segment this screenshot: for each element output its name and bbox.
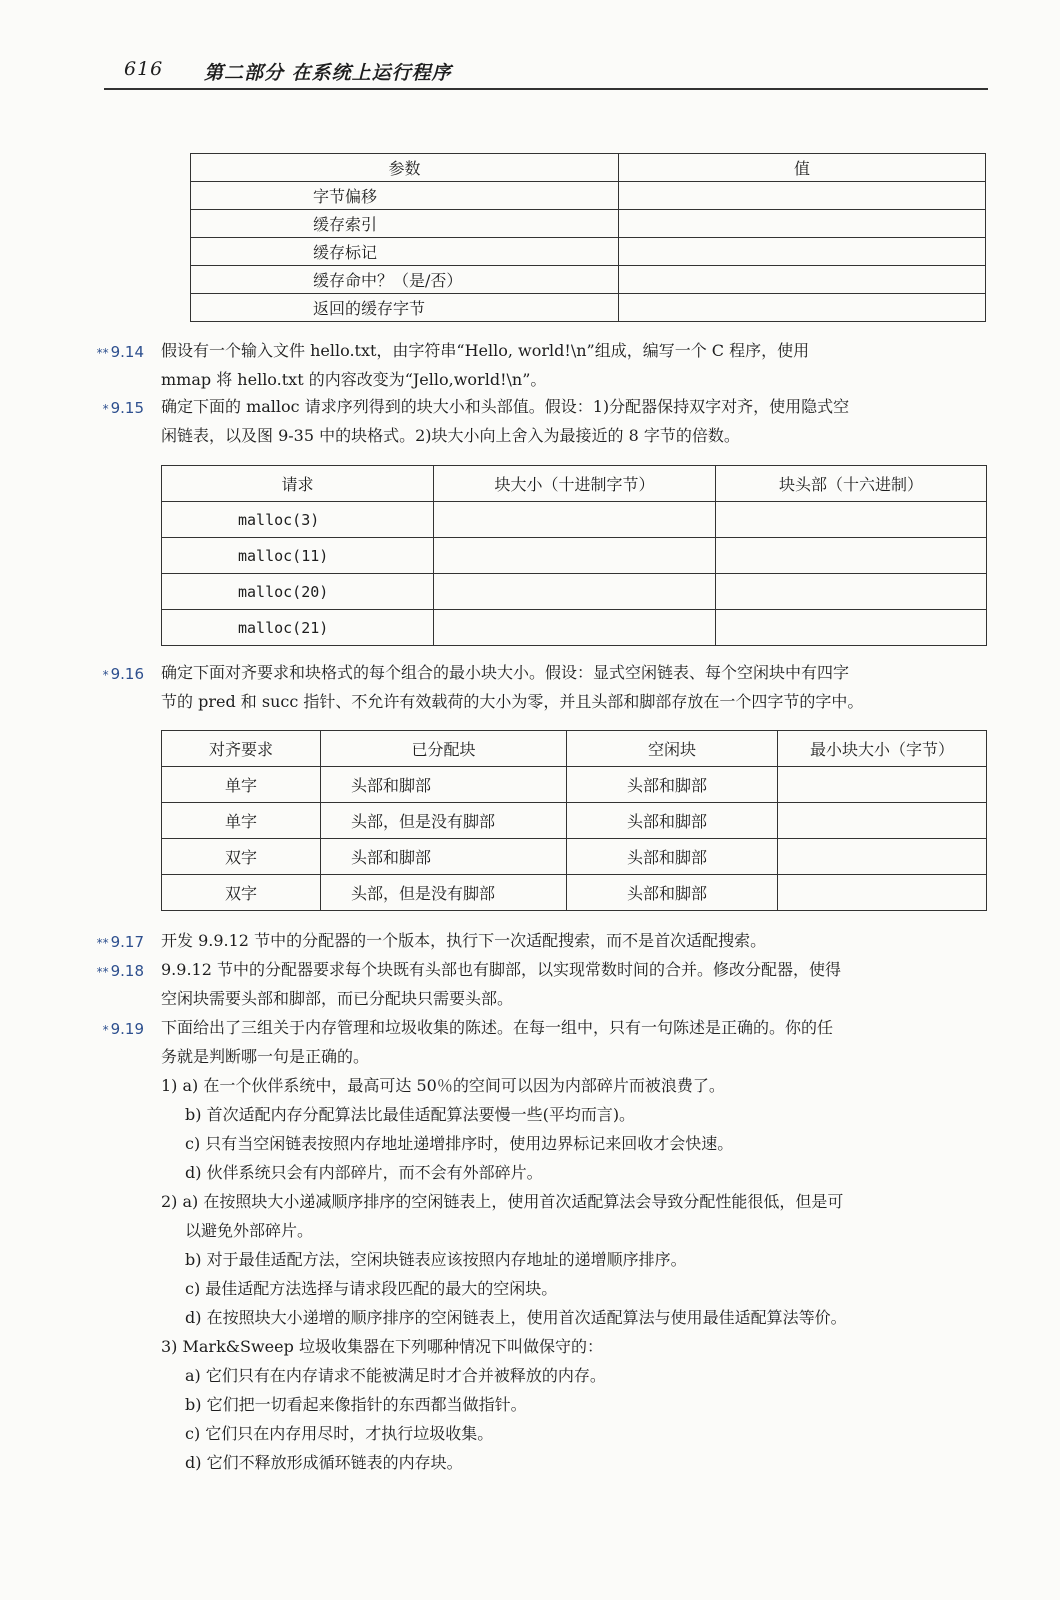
min-block-size-table (161, 730, 987, 911)
exercise-text: 9.9.12 节中的分配器要求每个块既有头部也有脚部，以实现常数时间的合并。修改分配器，使得 (161, 960, 841, 979)
table-row (162, 610, 987, 646)
page-number: 616 (124, 58, 164, 80)
exercise-number: * 9.16 (102, 665, 144, 683)
table-cell: 头部，但是没有脚部 (321, 875, 567, 911)
table-cell: malloc(3) (162, 502, 434, 538)
table-header: 块头部（十六进制） (716, 466, 987, 502)
table-cell: malloc(20) (162, 574, 434, 610)
table-row (191, 266, 986, 294)
exercise-text: mmap 将 hello.txt 的内容改变为“Jello,world!\n”。 (161, 370, 547, 389)
table-cell: 头部，但是没有脚部 (321, 803, 567, 839)
exercise-number: * 9.19 (102, 1020, 144, 1038)
malloc-request-table (161, 465, 987, 646)
part-title: 第二部分 在系统上运行程序 (204, 62, 452, 84)
exercise-text: 下面给出了三组关于内存管理和垃圾收集的陈述。在每一组中，只有一句陈述是正确的。你的任 (161, 1018, 834, 1037)
statement: d) 它们不释放形成循环链表的内存块。 (185, 1453, 463, 1472)
page-header (104, 56, 988, 90)
statement: c) 它们只在内存用尽时，才执行垃圾收集。 (185, 1424, 494, 1443)
table-header: 已分配块 (321, 731, 567, 767)
table-header: 请求 (162, 466, 434, 502)
table-cell: 双字 (162, 839, 321, 875)
difficulty-stars: * (102, 1023, 109, 1037)
difficulty-stars: * (102, 402, 109, 416)
cache-parameter-table (190, 153, 986, 322)
table-row (162, 803, 987, 839)
statement: d) 伙伴系统只会有内部碎片，而不会有外部碎片。 (185, 1163, 543, 1182)
table-cell: 缓存索引 (191, 210, 619, 238)
table-row (191, 238, 986, 266)
table-header: 空闲块 (567, 731, 778, 767)
table-cell: 单字 (162, 803, 321, 839)
table-row (162, 574, 987, 610)
table-row (191, 182, 986, 210)
exercise-text: 确定下面对齐要求和块格式的每个组合的最小块大小。假设：显式空闲链表、每个空闲块中有四字 (161, 663, 850, 682)
table-cell: 头部和脚部 (567, 839, 778, 875)
table-header: 对齐要求 (162, 731, 321, 767)
table-row (162, 502, 987, 538)
table-row (191, 294, 986, 322)
table-cell: 头部和脚部 (321, 767, 567, 803)
exercise-text: 空闲块需要头部和脚部，而已分配块只需要头部。 (161, 989, 514, 1008)
statement: 3) Mark&Sweep 垃圾收集器在下列哪种情况下叫做保守的： (161, 1337, 603, 1356)
exercise-text: 节的 pred 和 succ 指针、不允许有效载荷的大小为零，并且头部和脚部存放在一个四字节的字中。 (161, 692, 864, 711)
table-row (162, 538, 987, 574)
empty-cell (619, 182, 986, 210)
table-header: 块大小（十进制字节） (434, 466, 716, 502)
statement: a) 它们只有在内存请求不能被满足时才合并被释放的内存。 (185, 1366, 606, 1385)
statement: d) 在按照块大小递增的顺序排序的空闲链表上，使用首次适配算法与使用最佳适配算法等价。 (185, 1308, 847, 1327)
difficulty-stars: ** (96, 965, 109, 979)
table-row (162, 875, 987, 911)
difficulty-stars: * (102, 668, 109, 682)
difficulty-stars: ** (96, 936, 109, 950)
table-header: 值 (619, 154, 986, 182)
statement: 以避免外部碎片。 (185, 1221, 314, 1240)
empty-cell (619, 294, 986, 322)
table-cell: 头部和脚部 (567, 767, 778, 803)
table-row (162, 767, 987, 803)
exercise-text: 闲链表，以及图 9-35 中的块格式。2)块大小向上舍入为最接近的 8 字节的倍数。 (161, 426, 740, 445)
exercise-text: 开发 9.9.12 节中的分配器的一个版本，执行下一次适配搜索，而不是首次适配搜索。 (161, 931, 767, 950)
empty-cell (619, 210, 986, 238)
table-cell: 头部和脚部 (567, 875, 778, 911)
exercise-text: 假设有一个输入文件 hello.txt，由字符串“Hello, world!\n”组成，编写一个 C 程序，使用 (161, 341, 810, 360)
table-header: 参数 (191, 154, 619, 182)
table-cell: 头部和脚部 (321, 839, 567, 875)
table-cell: 缓存命中？（是/否） (191, 266, 619, 294)
table-cell: malloc(11) (162, 538, 434, 574)
empty-cell (619, 238, 986, 266)
table-cell: 返回的缓存字节 (191, 294, 619, 322)
statement: 2) a) 在按照块大小递减顺序排序的空闲链表上，使用首次适配算法会导致分配性能很低，但是可 (161, 1192, 844, 1211)
statement: b) 它们把一切看起来像指针的东西都当做指针。 (185, 1395, 527, 1414)
table-row (162, 839, 987, 875)
table-cell: 头部和脚部 (567, 803, 778, 839)
difficulty-stars: ** (96, 346, 109, 360)
statement: c) 最佳适配方法选择与请求段匹配的最大的空闲块。 (185, 1279, 558, 1298)
statement: 1) a) 在一个伙伴系统中，最高可达 50％的空间可以因为内部碎片而被浪费了。 (161, 1076, 725, 1095)
exercise-number: ** 9.18 (96, 962, 144, 980)
exercise-number: * 9.15 (102, 399, 144, 417)
empty-cell (619, 266, 986, 294)
statement: b) 首次适配内存分配算法比最佳适配算法要慢一些(平均而言)。 (185, 1105, 636, 1124)
table-cell: 单字 (162, 767, 321, 803)
statement: c) 只有当空闲链表按照内存地址递增排序时，使用边界标记来回收才会快速。 (185, 1134, 734, 1153)
table-cell: malloc(21) (162, 610, 434, 646)
exercise-text: 务就是判断哪一句是正确的。 (161, 1047, 370, 1066)
exercise-number: ** 9.17 (96, 933, 144, 951)
statement: b) 对于最佳适配方法，空闲块链表应该按照内存地址的递增顺序排序。 (185, 1250, 687, 1269)
exercise-text: 确定下面的 malloc 请求序列得到的块大小和头部值。假设：1)分配器保持双字对齐，使用隐式空 (161, 397, 850, 416)
table-cell: 双字 (162, 875, 321, 911)
table-header: 最小块大小（字节） (778, 731, 987, 767)
table-row (191, 210, 986, 238)
exercise-number: ** 9.14 (96, 343, 144, 361)
table-cell: 字节偏移 (191, 182, 619, 210)
table-cell: 缓存标记 (191, 238, 619, 266)
